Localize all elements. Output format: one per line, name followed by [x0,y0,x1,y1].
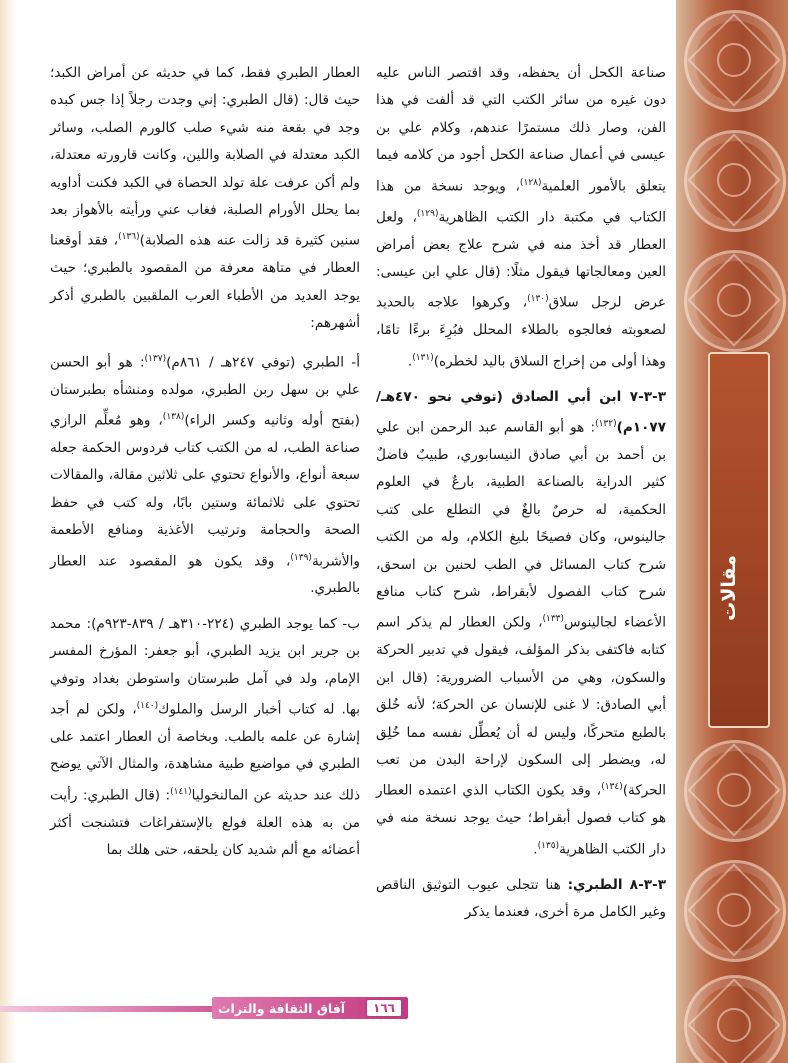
ornament-medallion [684,860,786,962]
page-footer [212,997,408,1019]
ornament-medallion [684,740,786,842]
ornament-medallion [684,10,786,112]
paragraph: ٣-٣-٨ الطبري: هنا تتجلى عيوب التوثيق الناقص وغير الكامل مرة أخرى، فعندما يذكر [376,876,666,921]
page-edge-decoration [0,0,16,1063]
paragraph: صناعة الكحل أن يحفظه، وقد اقتصر الناس عليه دون غيره من سائر الكتب التي قد ألفت في هذا الفن، وصار ذلك مستمرًا عندهم، وكلام علي بن عيسى في أعمال صناعة الكحل أجود من كلامه فيما يتعلق بالأمور العلمية$^{(١٢٨)}$، ويوجد نسخة من هذا الكتاب في مكتبة دار الكتب الظاهرية$^{(١٢٩)}$، ولعل العطار قد أخذ منه في شرح علاج بعض أمراض العين ومعالجاتها فيقول مثلًا: (قال علي ابن عيسى: عرض لرجل سلاق$^{(١٣٠)}$، وكرهوا علاجه بالحديد لصعوبته فعالجوه بالطلاء المحلل فبُرِءَ برءًا تامًا، وهذا أولى من إخراج السلاق باليد لخطره)$^{(١٣١)}$. [376,65,666,370]
section-tab [708,352,770,728]
paragraph: ٣-٣-٧ ابن أبي الصادق (توفي نحو ٤٧٠هـ/١٠٧٧م)$^{(١٣٢)}$: هو أبو القاسم عبد الرحمن ابن علي بن أحمد بن أبي صادق النيسابوري، طبيبٌ فاضلٌ كثير الدراية بالصناعة الطبية، بارعٌ في العلوم الحكمية، له حرصٌ بالغٌ في التطلع على كتب جالينوس، وكان فصيحًا بليغ الكلام، وله من الكتب شرح كتاب المسائل في الطب لحنين بن اسحق، شرح كتاب الفصول لأبقراط، شرح كتاب منافع الأعضاء لجالينوس$^{(١٣٣)}$، ولكن العطار لم يذكر اسم كتابه فاكتفى بذكر المؤلف، فيقول في تدبير الحركة والسكون، وهي من الأسباب الضرورية: (قال ابن أبي الصادق: لا غنى للإنسان عن الحركة؛ لأنه خُلق بالطبع متحركًا، وليس له أن يُعطِّل نفسه مما خُلِق له، ويضطر إلى السكون لإراحة البدن من تعب الحركة)$^{(١٣٤)}$، وقد يكون الكتاب الذي اعتمده العطار هو كتاب فصول أبقراط؛ حيث يوجد نسخة منه في دار الكتب الظاهرية$^{(١٣٥)}$. [376,388,666,858]
paragraph: العطار الطبري فقط، كما في حديثه عن أمراض الكبد؛ حيث قال: (قال الطبري: إني وجدت رجلاً إذا جس كبده وجد في بقعة منه شيء صلب كالورم الصلب، وسائر الكبد معتدلة في الصلابة واللين، وكانت قارورته معتدلة، ولم أكن عرفت علة تولد الحصاة في الكبد فكنت أداويه بما يحلل الأورام الصلبة، فغاب عني ورأيته بالأهواز بعد سنين كثيرة قد زالت عنه هذه الصلابة)$^{(١٣٦)}$، فقد أوقعنا العطار في متاهة معرفة من المقصود بالطبري؛ حيث يوجد العديد من الأطباء العرب الملقبين بالطبري أذكر أشهرهم: [50,65,360,332]
article-column-right [376,60,666,934]
ornament-medallion [684,130,786,232]
section-heading: ٣-٣-٧ ابن أبي الصادق (توفي نحو ٤٧٠هـ/١٠٧٧م) [376,388,666,436]
footnote-ref[interactable]: (١٣٠) [527,294,549,305]
magazine-title: آفاق الثقافة والتراث [218,1000,346,1016]
footnote-ref[interactable]: (١٣٥) [537,840,560,851]
section-label: مقالات [718,555,740,621]
section-heading: ٣-٣-٨ الطبري: [567,876,666,893]
list-item: أ- الطبري (توفي ٢٤٧هـ / ٨٦١م)$^{(١٣٧)}$: هو أبو الحسن علي بن سهل ربن الطبري، مولده ومنشأه بطبرستان (بفتح أوله وثانيه وكسر الراء)$^{(١٣٨)}$، وهو مُعلِّم الرازي صناعة الطب، له من الكتب كتاب فردوس الحكمة جعله سبعة أنواع، والأنواع تحتوي على ثلاثين مقالة، والمقالات تحتوي على ثلاثمائة وستين بابًا، وله كتب في حفظ الصحة والحجامة وترتيب الأغذية ومنافع الأطعمة والأشربة$^{(١٣٩)}$، وقد يكون هو المقصود عند العطار بالطبري. [50,353,360,597]
footnote-ref[interactable]: (١٣١) [412,352,434,363]
footer-bar [0,1006,212,1012]
footnote-ref[interactable]: (١٤٠) [136,701,159,712]
footnote-ref[interactable]: (١٣٦) [118,232,140,243]
footnote-ref[interactable]: (١٣٢) [595,419,617,429]
page-number: ١٦٦ [366,999,402,1017]
footnote-ref[interactable]: (١٣٨) [162,411,185,422]
footnote-ref[interactable]: (١٣٤) [601,782,623,793]
footnote-ref[interactable]: (١٤١) [170,786,192,797]
footnote-ref[interactable]: (١٢٩) [416,208,439,219]
article-column-left [50,60,360,873]
footnote-ref[interactable]: (١٣٧) [144,353,167,364]
ornament-medallion [684,250,786,352]
footnote-ref[interactable]: (١٢٨) [519,177,542,188]
footnote-ref[interactable]: (١٣٣) [542,614,565,625]
footnote-ref[interactable]: (١٣٩) [290,552,312,563]
ornament-medallion [684,975,786,1063]
list-item: ب- كما يوجد الطبري (٢٢٤-٣١٠هـ / ٨٣٩-٩٢٣م): محمد بن جرير ابن يزيد الطبري، أبو جعفر: المؤرخ المفسر الإمام، ولد في آمل طبرستان واستوطن بغداد وتوفي بها. له كتاب أخبار الرسل والملوك$^{(١٤٠)}$، ولكن لم أجد إشارة عن علمه بالطب. وبخاصة أن العطار اعتمد على الطبري في مواضيع طبية مشاهدة، والمثال الآتي يوضح ذلك عند حديثه عن المالنخوليا$^{(١٤١)}$: (قال الطبري: رأيت من به هذه العلة فولع بالإستفراغات فتشنجت أكثر أعضائه مع ألم شديد كان يلحقه، حتى هلك بما [50,615,360,859]
